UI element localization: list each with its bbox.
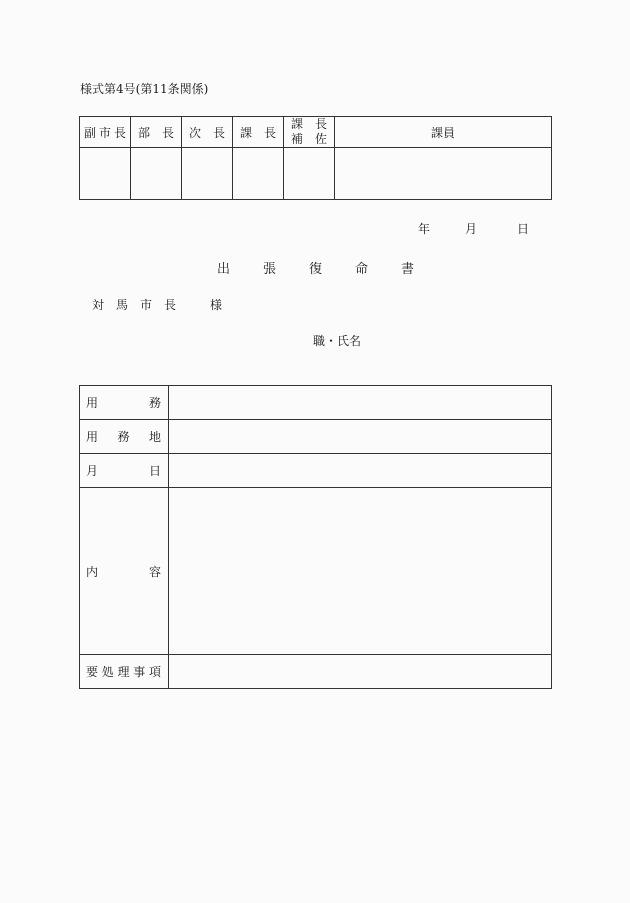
- row-label-destination: [80, 420, 169, 454]
- addressee-char: 馬: [116, 298, 129, 312]
- label-char: 項: [148, 665, 161, 679]
- label-char: 容: [148, 564, 161, 579]
- header-assistant-section-chief: [284, 117, 335, 148]
- label-char: 要: [86, 665, 99, 679]
- header-char: 長: [212, 125, 225, 140]
- approval-stamp-table: [79, 116, 552, 200]
- stamp-box-staff[interactable]: [335, 148, 552, 200]
- date-day-label: 日: [517, 222, 530, 236]
- header-vice-mayor: [80, 117, 131, 148]
- addressee-char: 対: [92, 298, 105, 312]
- date-year-label: 年: [418, 222, 431, 236]
- label-char: 事: [133, 665, 146, 679]
- stamp-box-department-head[interactable]: [131, 148, 182, 200]
- label-char: 月: [86, 464, 99, 478]
- stamp-box-vice-mayor[interactable]: [80, 148, 131, 200]
- header-deputy-head: [182, 117, 233, 148]
- stamp-box-deputy-head[interactable]: [182, 148, 233, 200]
- header-char: 補: [291, 132, 304, 146]
- label-char: 務: [117, 430, 130, 444]
- header-char: 佐: [314, 132, 327, 146]
- document-title: [217, 258, 447, 277]
- header-staff: 課員: [335, 117, 552, 148]
- header-section-chief: [233, 117, 284, 148]
- reporter-name-label: 職・氏名: [313, 334, 362, 348]
- addressee-char: 市: [140, 298, 153, 312]
- header-char: 副: [84, 125, 97, 140]
- title-char: 命: [355, 262, 369, 277]
- header-char: 長: [161, 125, 174, 140]
- addressee-honorific: 様: [210, 298, 223, 312]
- addressee: [92, 296, 234, 313]
- date-month-label: 月: [465, 222, 478, 236]
- row-label-content: [80, 488, 169, 655]
- title-char: 復: [309, 262, 323, 277]
- label-char: 日: [148, 464, 161, 478]
- label-char: 地: [148, 430, 161, 444]
- stamp-box-section-chief[interactable]: [233, 148, 284, 200]
- field-destination[interactable]: [169, 420, 552, 454]
- row-label-business: [80, 386, 169, 420]
- header-char: 次: [189, 125, 202, 140]
- header-char: 長: [263, 125, 276, 140]
- addressee-char: 長: [164, 298, 177, 312]
- field-content[interactable]: [169, 488, 552, 655]
- header-char: 長: [113, 125, 126, 140]
- label-char: 用: [86, 430, 99, 444]
- header-char: 課: [240, 125, 253, 140]
- row-label-pending-items: [80, 655, 169, 689]
- field-date[interactable]: [169, 454, 552, 488]
- date-line: [418, 220, 529, 237]
- title-char: 張: [263, 262, 277, 277]
- header-char: 課: [291, 117, 304, 131]
- header-char: 市: [98, 125, 111, 140]
- label-char: 処: [101, 665, 114, 679]
- form-number: 様式第4号(第11条関係): [80, 82, 209, 96]
- row-label-date: [80, 454, 169, 488]
- label-char: 務: [148, 396, 161, 410]
- header-department-head: [131, 117, 182, 148]
- field-pending-items[interactable]: [169, 655, 552, 689]
- label-char: 用: [86, 396, 99, 410]
- stamp-box-assistant-section-chief[interactable]: [284, 148, 335, 200]
- label-char: 内: [86, 564, 99, 579]
- title-char: 書: [401, 262, 415, 277]
- header-char: 長: [314, 117, 327, 131]
- title-char: 出: [217, 262, 231, 277]
- report-details-table: [79, 385, 552, 689]
- label-char: 理: [117, 665, 130, 679]
- header-char: 部: [138, 125, 151, 140]
- field-business[interactable]: [169, 386, 552, 420]
